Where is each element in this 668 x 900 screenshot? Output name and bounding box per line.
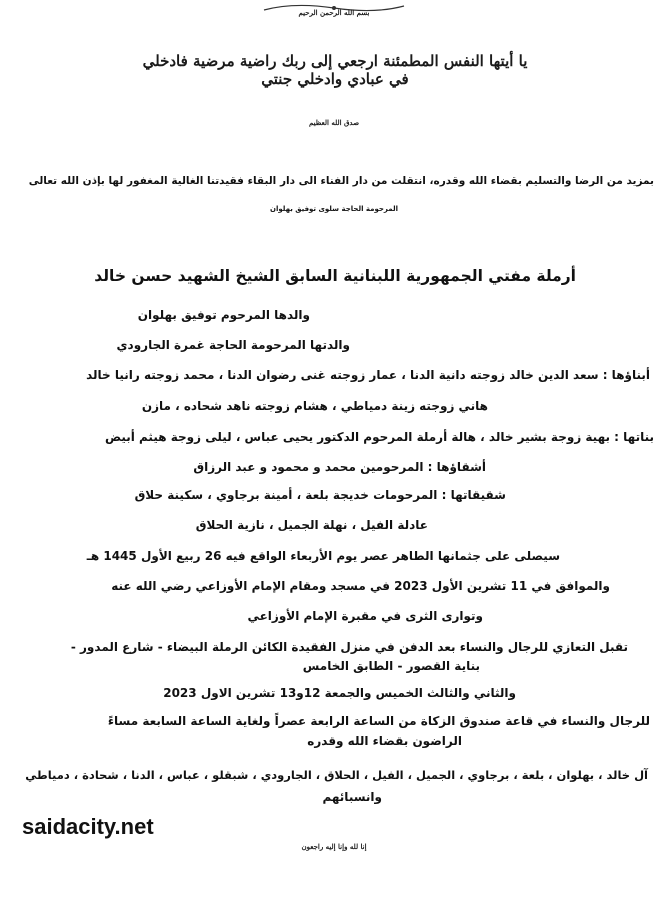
deceased-name: المرحومة الحاجة سلوى توفيق بهلوان [269, 205, 398, 213]
watermark-text: saidacity.net [22, 814, 154, 839]
families-line-1: آل خالد ، بهلوان ، بلعة ، برجاوي ، الجميل ، الفيل ، الحلاق ، الجارودي ، شبقلو ، عباس ، الدنا ، شحادة ، دمياطي [25, 768, 648, 782]
burial-line: وتوارى الثرى في مقبرة الإمام الأوزاعي [247, 609, 483, 623]
deceased-subtitle: أرملة مفتي الجمهورية اللبنانية السابق الشيخ الشهيد حسن خالد [94, 267, 576, 285]
mother-line: والدتها المرحومة الحاجة غمرة الجارودي [116, 338, 350, 352]
prayer-line-2: والموافق في 11 تشرين الأول 2023 في مسجد ومقام الإمام الأوزاعي رضي الله عنه [111, 579, 610, 593]
bismillah: بسم الله الرحمن الرحيم [298, 8, 370, 17]
sisters-line-1: شقيقاتها : المرحومات خديجة بلعة ، أمينة برجاوي ، سكينة حلاق [134, 488, 506, 502]
families-line-2: وانسبائهم [322, 790, 382, 804]
daughters-line: بناتها : بهية زوجة بشير خالد ، هالة أرملة المرحوم الدكتور يحيى عباس ، ليلى زوجة هيثم أبيض [104, 430, 654, 444]
intro-text: بمزيد من الرضا والتسليم بقضاء الله وقدره، انتقلت من دار الفناء الى دار البقاء فقيدتنا الغالية المغفور لها بإذن الله تعالى [28, 175, 654, 187]
condolence-line-4: للرجال والنساء في قاعة صندوق الزكاة من الساعة الرابعة عصراً ولغاية الساعة السابعة مساءً [107, 714, 650, 728]
condolence-line-1: تقبل التعازي للرجال والنساء بعد الدفن في منزل الفقيدة الكائن الرملة البيضاء - شارع المدور - [70, 640, 628, 654]
sadaqa-allah: صدق الله العظيم [308, 118, 360, 127]
sisters-line-2: عادلة الفيل ، نهلة الجميل ، نازية الحلاق [195, 518, 428, 532]
sons-line-2: هاني زوجته زينة دمياطي ، هشام زوجته ناهد شحاده ، مازن [141, 399, 488, 413]
sons-line-1: أبناؤها : سعد الدين خالد زوجته دانية الدنا ، عمار زوجته غنى رضوان الدنا ، محمد زوجته رانيا خالد [86, 368, 650, 382]
quran-verse: يا أيتها النفس المطمئنة ارجعي إلى ربك راضية مرضية فادخلي في عبادي وادخلي جنتي [142, 52, 528, 88]
brothers-line: أشقاؤها : المرحومين محمد و محمود و عبد الرزاق [193, 460, 486, 474]
prayer-line-1: سيصلى على جثمانها الطاهر عصر يوم الأربعاء الواقع فيه 26 ربيع الأول 1445 هـ [86, 549, 560, 563]
condolence-line-5: الراضون بقضاء الله وقدره [307, 734, 462, 748]
inna-lillah: إنا لله وإنا إليه راجعون [301, 842, 367, 851]
father-line: والدها المرحوم توفيق بهلوان [137, 308, 310, 322]
condolence-line-2: بناية القصور - الطابق الخامس [302, 659, 480, 673]
condolence-line-3: والثاني والثالث الخميس والجمعة 12و13 تشرين الاول 2023 [163, 686, 516, 700]
